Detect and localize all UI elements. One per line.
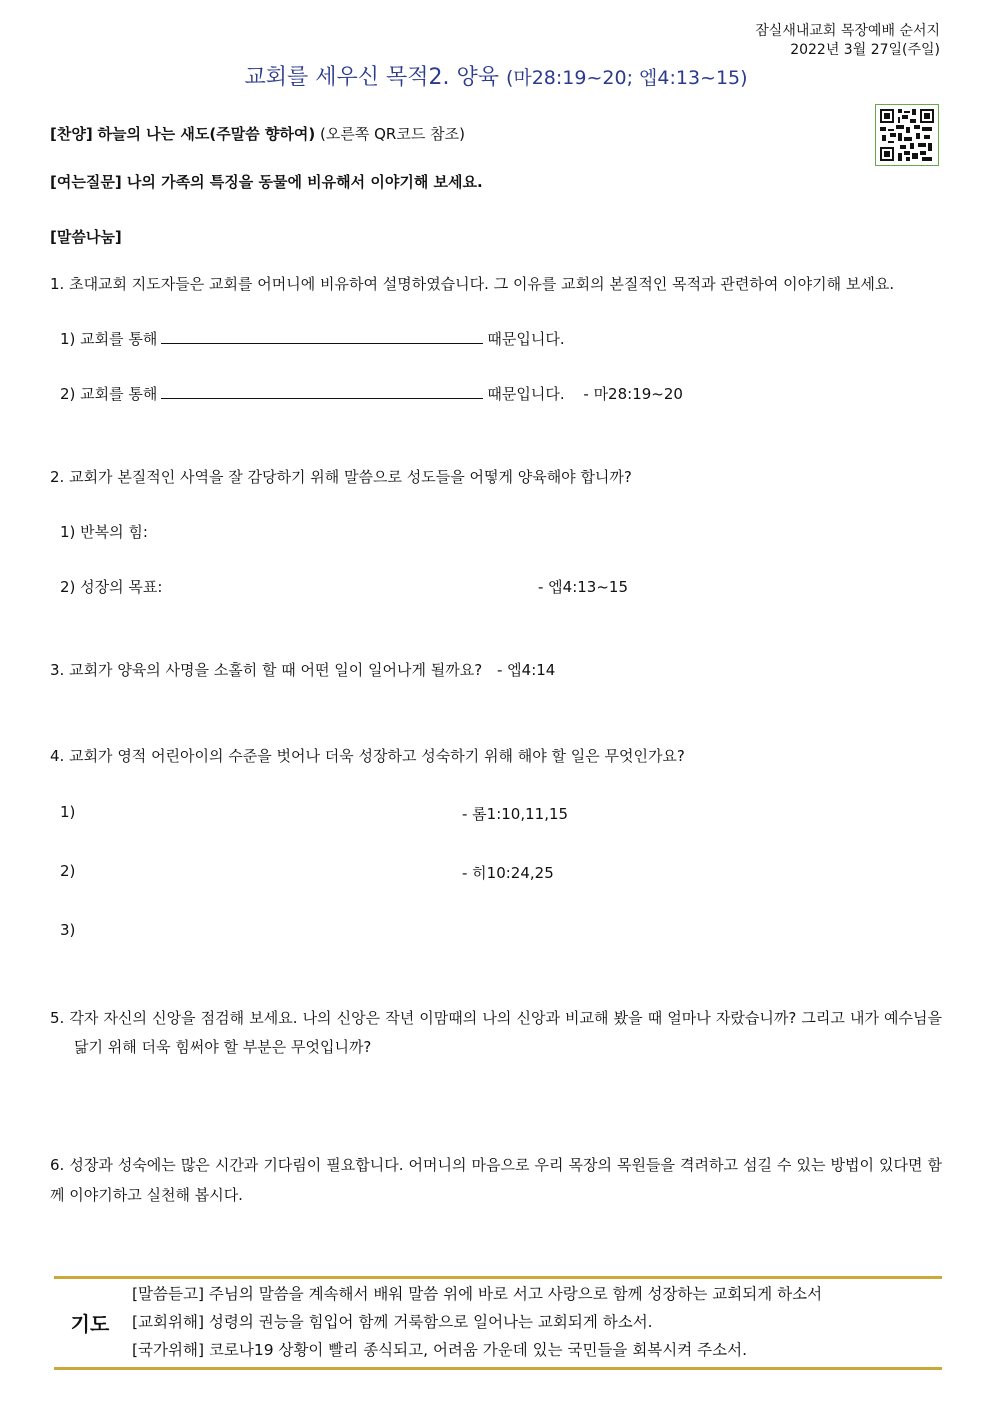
q4-answer-2: 2) (60, 862, 76, 880)
question-2: 2. 교회가 본질적인 사역을 잘 감당하기 위해 말씀으로 성도들을 어떻게 양육해야 합니까? (50, 468, 632, 486)
praise-song: 하늘의 나는 새도(주말씀 향하여) (97, 125, 316, 143)
prayer-line-nation: [국가위해] 코로나19 상황이 빨리 종식되고, 어려움 가운데 있는 국민들을 회복시켜 주소서. (132, 1341, 747, 1359)
question-1: 1. 초대교회 지도자들은 교회를 어머니에 비유하여 설명하였습니다. 그 이유를 교회의 본질적인 목적과 관련하여 이야기해 보세요. (50, 275, 895, 293)
q2-answer-2-ref: - 엡4:13~15 (538, 578, 629, 596)
page-title (0, 60, 992, 91)
church-name: 잠실새내교회 목장예배 순서지 (755, 23, 940, 39)
q4-answer-1-ref: - 롬1:10,11,15 (462, 805, 569, 823)
question-5 (50, 1004, 942, 1062)
sharing-heading: [말씀나눔] (50, 228, 122, 246)
prayer-line-word: [말씀듣고] 주님의 말씀을 계속해서 배워 말씀 위에 바로 서고 사랑으로 함께 성장하는 교회되게 하소서 (132, 1285, 823, 1303)
q1-answer-1-blank[interactable] (161, 331, 483, 344)
opening-text: 나의 가족의 특징을 동물에 비유해서 이야기해 보세요. (126, 173, 483, 191)
q1-answer-2-blank[interactable] (161, 386, 483, 399)
q4-answer-2-ref: - 히10:24,25 (462, 864, 554, 882)
qr-code-graphic (876, 105, 938, 165)
q2-answer-1: 1) 반복의 힘: (60, 523, 148, 541)
question-4: 4. 교회가 영적 어린아이의 수준을 벗어나 더욱 성장하고 성숙하기 위해 해야 할 일은 무엇인가요? (50, 747, 685, 765)
worship-date: 2022년 3월 27일(주일) (790, 42, 940, 58)
prayer-line-church: [교회위해] 성령의 권능을 힘입어 함께 거룩함으로 일어나는 교회되게 하소서. (132, 1313, 653, 1331)
q4-answer-1: 1) (60, 803, 76, 821)
question-6: 6. 성장과 성숙에는 많은 시간과 기다림이 필요합니다. 어머니의 마음으로 우리 목장의 목원들을 격려하고 섬길 수 있는 방법이 있다면 함께 이야기하고 실천해 봅시다. (50, 1156, 942, 1204)
question-3-text: 3. 교회가 양육의 사명을 소홀히 할 때 어떤 일이 일어나게 될까요? (50, 661, 483, 679)
q1-answer-2-ref: - 마28:19~20 (583, 385, 683, 403)
q1-answer-2 (60, 383, 683, 404)
qr-code-icon[interactable] (875, 104, 939, 166)
q1-answer-1-suffix: 때문입니다. (487, 330, 565, 348)
praise-line (50, 123, 465, 144)
question-3 (50, 659, 555, 680)
opening-tag: [여는질문] (50, 173, 122, 191)
q1-answer-2-prefix: 2) 교회를 통해 (60, 385, 158, 403)
question-5-text: 5. 각자 자신의 신앙을 점검해 보세요. 나의 신앙은 작년 이맘때의 나의 신앙과 비교해 봤을 때 얼마나 자랐습니까? 그리고 내가 예수님을 닮기 위해 더욱 힘써야 할 부분은 무엇입니까? (50, 1009, 943, 1056)
q1-answer-1 (60, 328, 565, 349)
praise-tag: [찬양] (50, 125, 93, 143)
title-main: 교회를 세우신 목적2. 양육 (244, 65, 499, 90)
title-scripture-ref: (마28:19~20; 엡4:13~15) (505, 67, 748, 89)
q2-answer-2: 2) 성장의 목표: (60, 578, 163, 596)
worship-header (755, 22, 940, 60)
q1-answer-1-prefix: 1) 교회를 통해 (60, 330, 158, 348)
prayer-label: 기도 (70, 1312, 110, 1336)
q4-answer-3: 3) (60, 921, 76, 939)
opening-question (50, 171, 483, 192)
praise-note: (오른쪽 QR코드 참조) (320, 125, 465, 143)
question-3-ref: - 엡4:14 (497, 661, 556, 679)
q1-answer-2-suffix: 때문입니다. (487, 385, 565, 403)
